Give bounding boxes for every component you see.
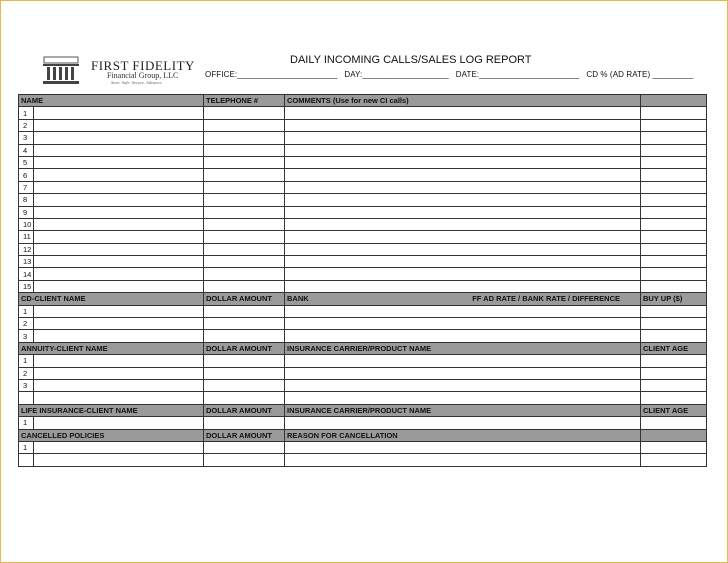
extra-cell[interactable] (641, 169, 707, 181)
details-cell[interactable] (285, 194, 641, 206)
day-label: DAY: (344, 70, 363, 79)
column-header: LIFE INSURANCE-CLIENT NAME (19, 404, 204, 416)
column-header: COMMENTS (Use for new CI calls) (285, 95, 641, 107)
name-cell[interactable] (34, 417, 204, 429)
extra-cell[interactable] (641, 318, 707, 330)
row-number: 1 (19, 355, 34, 367)
extra-cell[interactable] (641, 355, 707, 367)
extra-cell[interactable] (641, 243, 707, 255)
calls-row (19, 194, 707, 206)
calls-row (19, 107, 707, 119)
details-cell[interactable] (285, 417, 641, 429)
amount-cell[interactable] (204, 107, 285, 119)
life-row (19, 417, 707, 429)
extra-cell[interactable] (641, 367, 707, 379)
amount-cell[interactable] (204, 367, 285, 379)
details-cell[interactable] (285, 392, 641, 404)
extra-cell[interactable] (641, 206, 707, 218)
logo-tagline: Save. Safe. Secure. Advance. (111, 80, 163, 85)
calls-row (19, 169, 707, 181)
company-logo (41, 56, 201, 90)
details-cell[interactable] (285, 280, 641, 292)
name-cell[interactable] (34, 256, 204, 268)
details-cell[interactable] (285, 181, 641, 193)
name-cell[interactable] (34, 144, 204, 156)
details-cell[interactable] (285, 119, 641, 131)
name-cell[interactable] (34, 330, 204, 342)
name-cell[interactable] (34, 218, 204, 230)
amount-cell[interactable] (204, 280, 285, 292)
column-header: FF AD RATE / BANK RATE / DIFFERENCE (472, 294, 620, 304)
row-number: 9 (19, 206, 34, 218)
extra-cell[interactable] (641, 231, 707, 243)
name-cell[interactable] (34, 194, 204, 206)
cd-row (19, 305, 707, 317)
column-header: CLIENT AGE (641, 342, 707, 354)
amount-cell[interactable] (204, 330, 285, 342)
column-header (641, 429, 707, 441)
column-header: DOLLAR AMOUNT (204, 429, 285, 441)
row-number: 6 (19, 169, 34, 181)
column-header: DOLLAR AMOUNT (204, 342, 285, 354)
building-icon (41, 56, 81, 86)
extra-cell[interactable] (641, 441, 707, 453)
amount-cell[interactable] (204, 268, 285, 280)
details-cell[interactable] (285, 330, 641, 342)
cancelled-row (19, 454, 707, 466)
amount-cell[interactable] (204, 417, 285, 429)
details-cell[interactable] (285, 169, 641, 181)
calls-row (19, 144, 707, 156)
column-header-bank-group (285, 293, 641, 305)
amount-cell[interactable] (204, 132, 285, 144)
row-number: 5 (19, 156, 34, 168)
column-header: NAME (19, 95, 204, 107)
amount-cell[interactable] (204, 156, 285, 168)
amount-cell[interactable] (204, 218, 285, 230)
details-cell[interactable] (285, 144, 641, 156)
office-field[interactable]: ______________________ (237, 70, 338, 79)
calls-row (19, 256, 707, 268)
name-cell[interactable] (34, 119, 204, 131)
amount-cell[interactable] (204, 206, 285, 218)
annuity-row (19, 379, 707, 391)
amount-cell[interactable] (204, 305, 285, 317)
row-number: 2 (19, 367, 34, 379)
amount-cell[interactable] (204, 392, 285, 404)
column-header: CLIENT AGE (641, 404, 707, 416)
amount-cell[interactable] (204, 355, 285, 367)
amount-cell[interactable] (204, 119, 285, 131)
calls-header-row (19, 95, 707, 107)
extra-cell[interactable] (641, 268, 707, 280)
annuity-header-row (19, 342, 707, 354)
extra-cell[interactable] (641, 144, 707, 156)
report-title: DAILY INCOMING CALLS/SALES LOG REPORT (290, 54, 532, 66)
column-header: INSURANCE CARRIER/PRODUCT NAME (285, 404, 641, 416)
name-cell[interactable] (34, 305, 204, 317)
name-cell[interactable] (34, 367, 204, 379)
extra-cell[interactable] (641, 132, 707, 144)
annuity-row (19, 367, 707, 379)
row-number: 4 (19, 144, 34, 156)
amount-cell[interactable] (204, 454, 285, 466)
details-cell[interactable] (285, 441, 641, 453)
row-number: 3 (19, 330, 34, 342)
row-number: 3 (19, 132, 34, 144)
details-cell[interactable] (285, 454, 641, 466)
details-cell[interactable] (285, 132, 641, 144)
amount-cell[interactable] (204, 231, 285, 243)
extra-cell[interactable] (641, 454, 707, 466)
cd-rate-label: CD % (AD RATE) (586, 70, 651, 79)
calls-row (19, 132, 707, 144)
column-header: DOLLAR AMOUNT (204, 293, 285, 305)
name-cell[interactable] (34, 206, 204, 218)
cancelled-header-row (19, 429, 707, 441)
column-header: CD-CLIENT NAME (19, 293, 204, 305)
extra-cell[interactable] (641, 280, 707, 292)
column-header: BUY UP ($) (641, 293, 707, 305)
column-header: CANCELLED POLICIES (19, 429, 204, 441)
extra-cell[interactable] (641, 392, 707, 404)
details-cell[interactable] (285, 318, 641, 330)
row-number: 3 (19, 379, 34, 391)
cd-header-row (19, 293, 707, 305)
date-field[interactable]: ______________________ (479, 70, 580, 79)
amount-cell[interactable] (204, 256, 285, 268)
extra-cell[interactable] (641, 156, 707, 168)
cd-row (19, 318, 707, 330)
extra-cell[interactable] (641, 194, 707, 206)
row-number: 12 (19, 243, 34, 255)
column-header: BANK (287, 294, 309, 304)
column-header (641, 95, 707, 107)
calls-row (19, 218, 707, 230)
extra-cell[interactable] (641, 218, 707, 230)
row-number (19, 454, 34, 466)
extra-cell[interactable] (641, 256, 707, 268)
office-label: OFFICE: (205, 70, 238, 79)
extra-cell[interactable] (641, 417, 707, 429)
amount-cell[interactable] (204, 194, 285, 206)
extra-cell[interactable] (641, 379, 707, 391)
details-cell[interactable] (285, 218, 641, 230)
name-cell[interactable] (34, 243, 204, 255)
row-number: 1 (19, 417, 34, 429)
name-cell[interactable] (34, 392, 204, 404)
name-cell[interactable] (34, 379, 204, 391)
amount-cell[interactable] (204, 144, 285, 156)
row-number: 2 (19, 119, 34, 131)
amount-cell[interactable] (204, 169, 285, 181)
extra-cell[interactable] (641, 305, 707, 317)
details-cell[interactable] (285, 107, 641, 119)
amount-cell[interactable] (204, 243, 285, 255)
row-number: 7 (19, 181, 34, 193)
row-number: 14 (19, 268, 34, 280)
calls-row (19, 156, 707, 168)
name-cell[interactable] (34, 169, 204, 181)
name-cell[interactable] (34, 107, 204, 119)
calls-row (19, 119, 707, 131)
cancelled-row (19, 441, 707, 453)
row-number: 10 (19, 218, 34, 230)
name-cell[interactable] (34, 441, 204, 453)
details-cell[interactable] (285, 206, 641, 218)
row-number: 1 (19, 107, 34, 119)
cd-row (19, 330, 707, 342)
amount-cell[interactable] (204, 441, 285, 453)
day-field[interactable]: ___________________ (362, 70, 449, 79)
column-header: DOLLAR AMOUNT (204, 404, 285, 416)
name-cell[interactable] (34, 268, 204, 280)
name-cell[interactable] (34, 132, 204, 144)
row-number: 1 (19, 305, 34, 317)
annuity-row (19, 355, 707, 367)
name-cell[interactable] (34, 156, 204, 168)
name-cell[interactable] (34, 355, 204, 367)
row-number: 1 (19, 441, 34, 453)
amount-cell[interactable] (204, 318, 285, 330)
column-header: REASON FOR CANCELLATION (285, 429, 641, 441)
details-cell[interactable] (285, 256, 641, 268)
name-cell[interactable] (34, 231, 204, 243)
date-label: DATE: (455, 70, 480, 79)
row-number: 2 (19, 318, 34, 330)
amount-cell[interactable] (204, 181, 285, 193)
annuity-row (19, 392, 707, 404)
calls-row (19, 206, 707, 218)
logo-company-name: FIRST FIDELITY (91, 58, 195, 73)
column-header: TELEPHONE # (204, 95, 285, 107)
extra-cell[interactable] (641, 181, 707, 193)
calls-row (19, 268, 707, 280)
logo-subtitle: Financial Group, LLC (107, 71, 179, 80)
row-number: 8 (19, 194, 34, 206)
life-header-row (19, 404, 707, 416)
name-cell[interactable] (34, 280, 204, 292)
name-cell[interactable] (34, 181, 204, 193)
details-cell[interactable] (285, 156, 641, 168)
details-cell[interactable] (285, 379, 641, 391)
details-cell[interactable] (285, 243, 641, 255)
extra-cell[interactable] (641, 107, 707, 119)
column-header: ANNUITY-CLIENT NAME (19, 342, 204, 354)
extra-cell[interactable] (641, 330, 707, 342)
log-table (18, 94, 707, 467)
cd-rate-field[interactable]: _________ (652, 70, 694, 79)
report-header-fields (205, 70, 694, 79)
details-cell[interactable] (285, 367, 641, 379)
column-header: INSURANCE CARRIER/PRODUCT NAME (285, 342, 641, 354)
row-number (19, 392, 34, 404)
calls-row (19, 231, 707, 243)
amount-cell[interactable] (204, 379, 285, 391)
name-cell[interactable] (34, 318, 204, 330)
details-cell[interactable] (285, 268, 641, 280)
name-cell[interactable] (34, 454, 204, 466)
calls-row (19, 280, 707, 292)
details-cell[interactable] (285, 355, 641, 367)
row-number: 15 (19, 280, 34, 292)
details-cell[interactable] (285, 305, 641, 317)
calls-row (19, 181, 707, 193)
calls-row (19, 243, 707, 255)
details-cell[interactable] (285, 231, 641, 243)
extra-cell[interactable] (641, 119, 707, 131)
row-number: 13 (19, 256, 34, 268)
row-number: 11 (19, 231, 34, 243)
